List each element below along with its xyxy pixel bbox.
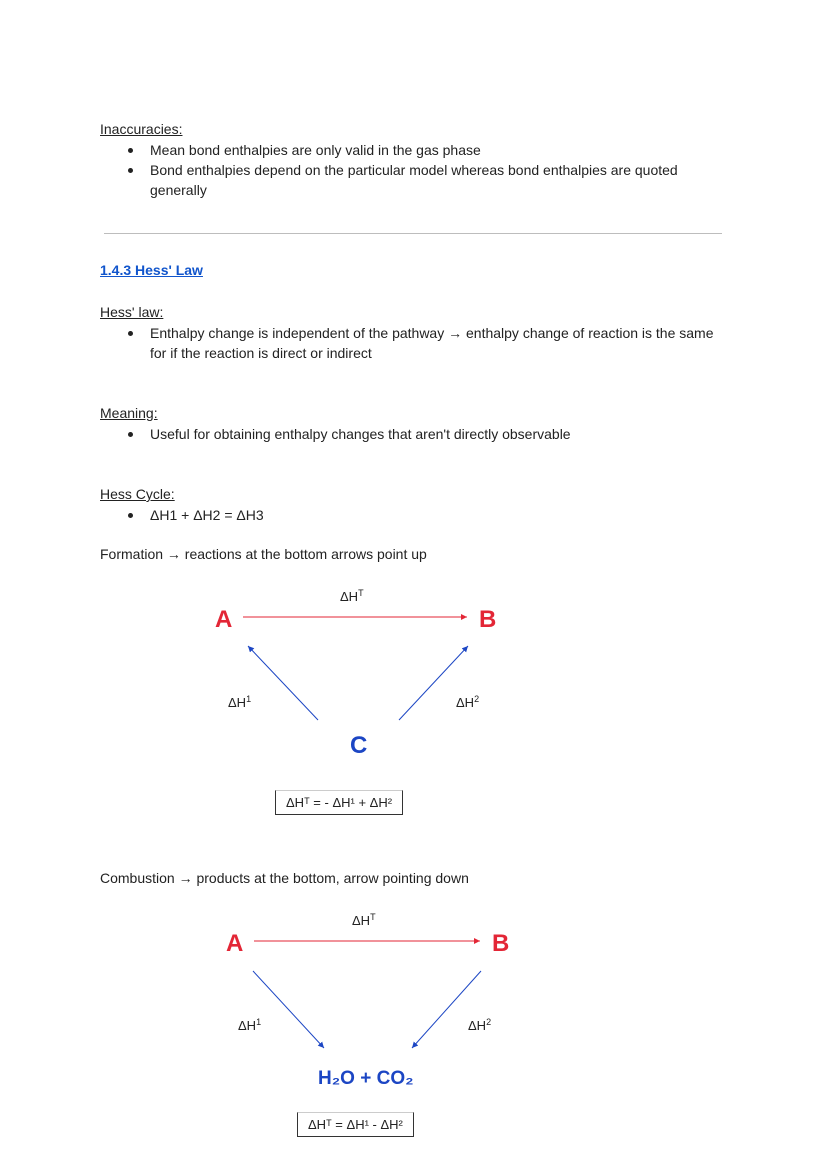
formation-caption: Formation → reactions at the bottom arrows point up	[100, 546, 427, 562]
formation-node-a: A	[215, 606, 233, 633]
combustion-node-a: A	[226, 930, 244, 957]
hess-cycle-heading: Hess Cycle:	[100, 486, 175, 502]
section-title-link[interactable]: 1.4.3 Hess' Law	[100, 262, 203, 278]
combustion-dh-top: $\Delta H^T$	[352, 912, 376, 928]
combustion-dh-right: $\Delta H^2$	[468, 1017, 492, 1033]
list-item: ΔH1 + ΔH2 = ΔH3	[122, 505, 732, 525]
inaccuracies-heading: Inaccuracies:	[100, 121, 183, 137]
formation-equation-box: ΔHᵀ = - ΔH¹ + ΔH²	[275, 790, 403, 815]
formation-dh-top: $\Delta H^T$	[340, 588, 364, 604]
formation-node-b: B	[479, 606, 497, 633]
formation-dh-right: $\Delta H^2$	[456, 694, 480, 710]
combustion-arrow-right	[412, 971, 481, 1048]
meaning-heading: Meaning:	[100, 405, 158, 421]
combustion-equation-box: ΔHᵀ = ΔH¹ - ΔH²	[297, 1112, 414, 1137]
combustion-caption: Combustion → products at the bottom, arrow pointing down	[100, 870, 469, 886]
combustion-arrow-left	[253, 971, 324, 1048]
combustion-node-products: H₂O + CO₂	[318, 1068, 414, 1089]
combustion-dh-left: $\Delta H^1$	[238, 1017, 262, 1033]
formation-dh-left: $\Delta H^1$	[228, 694, 252, 710]
list-item: Mean bond enthalpies are only valid in the gas phase	[122, 140, 732, 160]
list-item: Bond enthalpies depend on the particular model whereas bond enthalpies are quoted generally	[122, 160, 732, 200]
combustion-node-b: B	[492, 930, 510, 957]
hess-law-heading: Hess' law:	[100, 304, 164, 320]
list-item: Enthalpy change is independent of the pathway → enthalpy change of reaction is the same for if the reaction is direct or indirect	[122, 323, 732, 363]
list-item: Useful for obtaining enthalpy changes that aren't directly observable	[122, 424, 732, 444]
formation-node-c: C	[350, 732, 368, 759]
